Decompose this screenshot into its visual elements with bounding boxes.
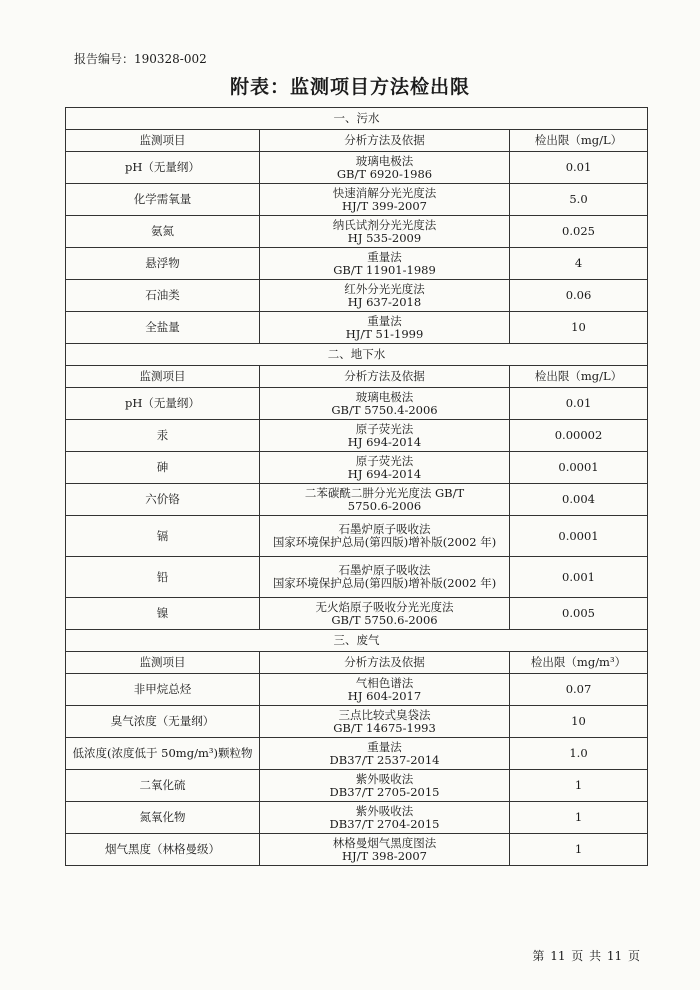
analysis-method xyxy=(260,184,510,216)
detection-limit: 0.06 xyxy=(510,280,648,312)
table-row xyxy=(66,248,648,280)
column-header: 分析方法及依据 xyxy=(260,130,510,152)
method-name: 紫外吸收法 xyxy=(355,803,414,818)
method-name: 纳氏试剂分光光度法 xyxy=(332,217,437,232)
table-row xyxy=(66,802,648,834)
detection-limit-table xyxy=(65,107,648,866)
table-row xyxy=(66,557,648,598)
analysis-method xyxy=(260,420,510,452)
monitoring-item: 砷 xyxy=(66,452,260,484)
method-name: 玻璃电极法 xyxy=(355,153,414,168)
analysis-method xyxy=(260,598,510,630)
table-row xyxy=(66,516,648,557)
method-standard: 5750.6-2006 xyxy=(347,498,422,513)
table-row xyxy=(66,834,648,866)
report-number: 报告编号：190328-002 xyxy=(74,52,207,66)
detection-limit: 0.07 xyxy=(510,674,648,706)
method-name: 原子荧光法 xyxy=(355,421,414,436)
monitoring-item: pH（无量纲） xyxy=(66,152,260,184)
method-name: 玻璃电极法 xyxy=(355,389,414,404)
method-name: 林格曼烟气黑度图法 xyxy=(332,835,437,850)
table-row xyxy=(66,770,648,802)
method-standard: GB/T 11901-1989 xyxy=(333,262,436,277)
table-row xyxy=(66,706,648,738)
detection-limit: 0.005 xyxy=(510,598,648,630)
method-standard: HJ/T 399-2007 xyxy=(342,198,427,213)
analysis-method xyxy=(260,770,510,802)
analysis-method xyxy=(260,706,510,738)
detection-limit: 0.0001 xyxy=(510,516,648,557)
method-standard: GB/T 5750.6-2006 xyxy=(331,612,438,627)
analysis-method xyxy=(260,216,510,248)
method-standard: GB/T 6920-1986 xyxy=(336,166,433,181)
monitoring-item: 非甲烷总烃 xyxy=(66,674,260,706)
method-name: 二苯碳酰二肼分光光度法 GB/T xyxy=(304,485,465,500)
method-name: 重量法 xyxy=(367,249,402,264)
monitoring-item: 二氧化硫 xyxy=(66,770,260,802)
detection-limit: 4 xyxy=(510,248,648,280)
analysis-method xyxy=(260,280,510,312)
table-row xyxy=(66,216,648,248)
monitoring-item: 铅 xyxy=(66,557,260,598)
method-standard: HJ 535-2009 xyxy=(347,230,422,245)
monitoring-item: 镍 xyxy=(66,598,260,630)
detection-limit: 1 xyxy=(510,834,648,866)
section-heading: 二、地下水 xyxy=(66,344,648,366)
column-header: 检出限（mg/m³） xyxy=(510,652,648,674)
detection-limit: 0.00002 xyxy=(510,420,648,452)
column-header: 分析方法及依据 xyxy=(260,652,510,674)
method-standard: HJ 604-2017 xyxy=(347,688,422,703)
analysis-method xyxy=(260,557,510,598)
column-header-row xyxy=(66,366,648,388)
page-number: 第 11 页 共 11 页 xyxy=(532,949,640,963)
detection-limit: 0.01 xyxy=(510,152,648,184)
analysis-method xyxy=(260,834,510,866)
monitoring-item: 烟气黑度（林格曼级） xyxy=(66,834,260,866)
method-name: 红外分光光度法 xyxy=(344,281,425,296)
column-header: 分析方法及依据 xyxy=(260,366,510,388)
method-name: 快速消解分光光度法 xyxy=(332,185,437,200)
method-standard: DB37/T 2537-2014 xyxy=(329,752,440,767)
monitoring-item: 悬浮物 xyxy=(66,248,260,280)
column-header-row xyxy=(66,652,648,674)
column-header: 监测项目 xyxy=(66,130,260,152)
table-row xyxy=(66,280,648,312)
method-name: 石墨炉原子吸收法 xyxy=(338,563,431,577)
method-standard: HJ/T 51-1999 xyxy=(345,326,424,341)
method-name: 气相色谱法 xyxy=(355,675,414,690)
detection-limit: 0.001 xyxy=(510,557,648,598)
detection-limit: 0.01 xyxy=(510,388,648,420)
monitoring-item: 化学需氧量 xyxy=(66,184,260,216)
monitoring-item: 镉 xyxy=(66,516,260,557)
section-heading: 三、废气 xyxy=(66,630,648,652)
monitoring-item: 汞 xyxy=(66,420,260,452)
table-row xyxy=(66,152,648,184)
section-heading: 一、污水 xyxy=(66,108,648,130)
monitoring-item: 全盐量 xyxy=(66,312,260,344)
table-row xyxy=(66,388,648,420)
method-standard: 国家环境保护总局(第四版)增补版(2002 年) xyxy=(272,535,497,549)
detection-limit: 1.0 xyxy=(510,738,648,770)
monitoring-item: 石油类 xyxy=(66,280,260,312)
method-standard: DB37/T 2705-2015 xyxy=(329,784,440,799)
table-row xyxy=(66,184,648,216)
method-name: 重量法 xyxy=(367,313,402,328)
detection-limit: 10 xyxy=(510,312,648,344)
method-standard: HJ 694-2014 xyxy=(347,466,422,481)
analysis-method xyxy=(260,452,510,484)
analysis-method xyxy=(260,738,510,770)
detection-limit: 0.0001 xyxy=(510,452,648,484)
detection-limit: 1 xyxy=(510,770,648,802)
method-name: 重量法 xyxy=(367,739,402,754)
analysis-method xyxy=(260,312,510,344)
column-header: 检出限（mg/L） xyxy=(510,130,648,152)
method-standard: GB/T 5750.4-2006 xyxy=(331,402,438,417)
analysis-method xyxy=(260,802,510,834)
monitoring-item: 低浓度(浓度低于 50mg/m³)颗粒物 xyxy=(66,738,260,770)
detection-limit: 0.004 xyxy=(510,484,648,516)
method-name: 无火焰原子吸收分光光度法 xyxy=(315,599,454,614)
page-title: 附表：监测项目方法检出限 xyxy=(229,76,470,98)
analysis-method xyxy=(260,516,510,557)
method-name: 石墨炉原子吸收法 xyxy=(338,522,431,536)
table-row xyxy=(66,738,648,770)
detection-limit: 10 xyxy=(510,706,648,738)
analysis-method xyxy=(260,152,510,184)
monitoring-item: pH（无量纲） xyxy=(66,388,260,420)
table-row xyxy=(66,598,648,630)
table-row xyxy=(66,452,648,484)
method-name: 紫外吸收法 xyxy=(355,771,414,786)
column-header: 检出限（mg/L） xyxy=(510,366,648,388)
detection-limit: 0.025 xyxy=(510,216,648,248)
method-standard: GB/T 14675-1993 xyxy=(333,720,436,735)
table-row xyxy=(66,484,648,516)
table-row xyxy=(66,312,648,344)
analysis-method xyxy=(260,484,510,516)
table-row xyxy=(66,420,648,452)
monitoring-item: 臭气浓度（无量纲） xyxy=(66,706,260,738)
table-row xyxy=(66,674,648,706)
analysis-method xyxy=(260,248,510,280)
method-name: 三点比较式臭袋法 xyxy=(338,707,431,722)
method-name: 原子荧光法 xyxy=(355,453,414,468)
detection-limit: 1 xyxy=(510,802,648,834)
column-header: 监测项目 xyxy=(66,652,260,674)
method-standard: HJ 694-2014 xyxy=(347,434,422,449)
monitoring-item: 六价铬 xyxy=(66,484,260,516)
method-standard: HJ 637-2018 xyxy=(347,294,422,309)
method-standard: 国家环境保护总局(第四版)增补版(2002 年) xyxy=(272,576,497,590)
monitoring-item: 氮氧化物 xyxy=(66,802,260,834)
method-standard: HJ/T 398-2007 xyxy=(342,848,427,863)
section-heading-row xyxy=(66,108,648,130)
monitoring-item: 氨氮 xyxy=(66,216,260,248)
section-heading-row xyxy=(66,630,648,652)
column-header-row xyxy=(66,130,648,152)
analysis-method xyxy=(260,674,510,706)
analysis-method xyxy=(260,388,510,420)
method-standard: DB37/T 2704-2015 xyxy=(329,816,440,831)
column-header: 监测项目 xyxy=(66,366,260,388)
detection-limit: 5.0 xyxy=(510,184,648,216)
section-heading-row xyxy=(66,344,648,366)
